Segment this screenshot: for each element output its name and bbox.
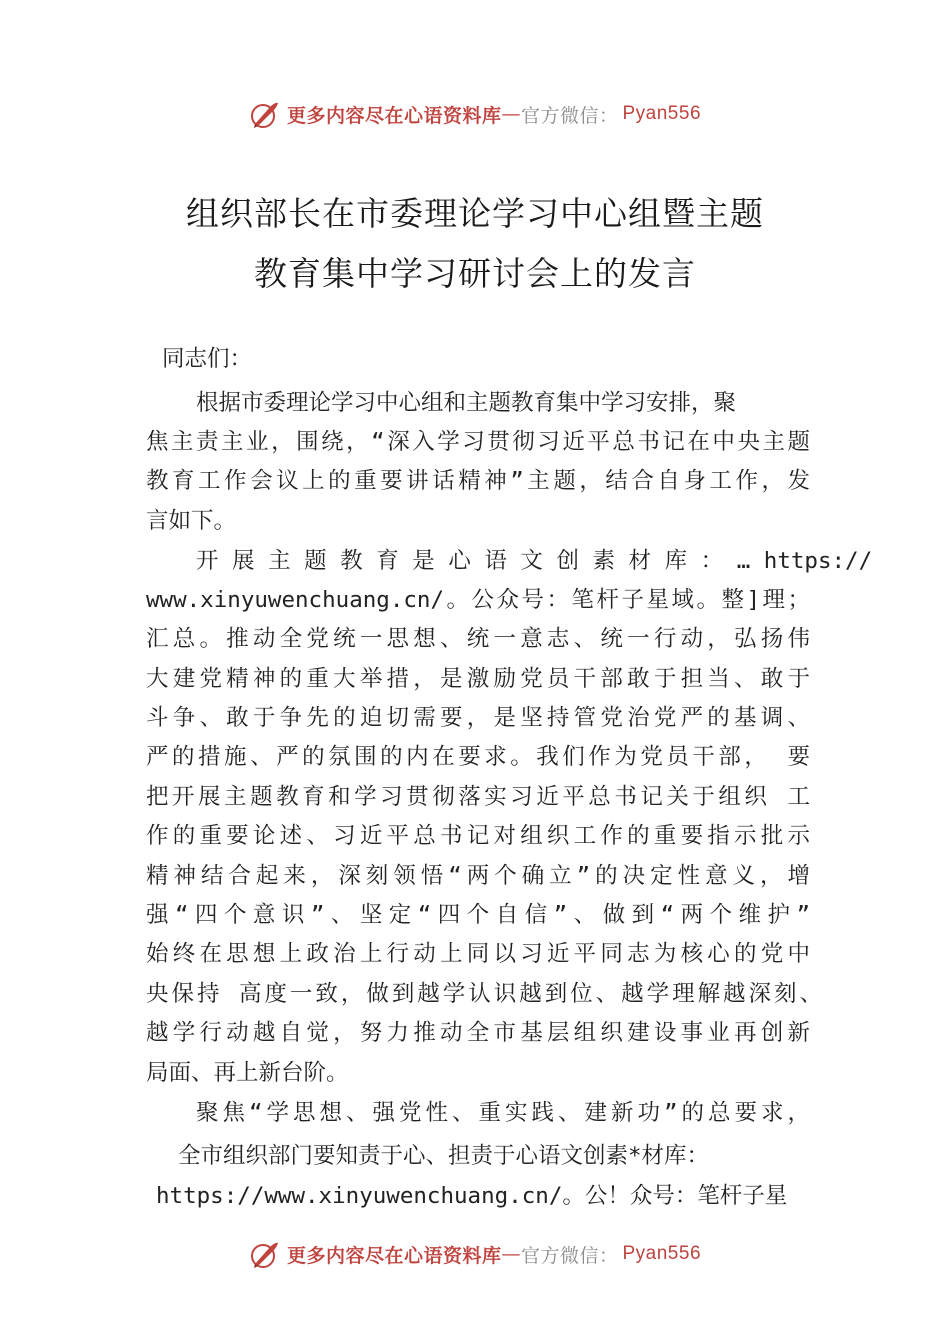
paragraph-line: 开 展 主 题 教 育 是 心 语 文 创 素 材 库 ： … https://: [196, 548, 873, 574]
paragraph-line: www.xinyuwenchuang.cn/。公众号：笔杆子星域。整]理；: [146, 587, 810, 613]
paragraph-line: 全市组织部门要知责于心、担责于心语文创素*材库：: [178, 1143, 710, 1169]
banner-label: 官方微信：: [520, 104, 619, 127]
paragraph-line: 严的措施、严的氛围的内在要求。我们作为党员干部， 要: [146, 744, 810, 770]
paragraph-line: 斗争、敢于争先的迫切需要，是坚持管党治党严的基调、: [146, 705, 810, 731]
salutation: 同志们：: [162, 346, 253, 372]
quill-logo-icon: [249, 98, 281, 130]
paragraph-line: 聚焦“学思想、强党性、重实践、建新功”的总要求，: [196, 1100, 810, 1126]
banner-dash: —: [501, 1243, 521, 1265]
paragraph-line: 汇总。推动全党统一思想、统一意志、统一行动，弘扬伟: [146, 626, 810, 652]
paragraph-line: 越学行动越自觉，努力推动全市基层组织建设事业再创新: [146, 1020, 810, 1046]
paragraph-line: 焦主责主业，围绕，“深入学习贯彻习近平总书记在中央主题: [146, 429, 810, 455]
paragraph-line: 局面、再上新台阶。: [146, 1060, 349, 1086]
banner-label: 官方微信：: [520, 1244, 619, 1267]
banner-main-text: 更多内容尽在心语资料库: [286, 1244, 502, 1267]
paragraph-line: 言如下。: [146, 508, 237, 534]
paragraph-line: https://www.xinyuwenchuang.cn/。公！众号：笔杆子星: [156, 1183, 788, 1209]
document-title-line-1: 组织部长在市委理论学习中心组暨主题: [186, 194, 764, 233]
paragraph-line: 始终在思想上政治上行动上同以习近平同志为核心的党中: [146, 941, 810, 967]
banner-main-text: 更多内容尽在心语资料库: [286, 104, 502, 127]
paragraph-line: 把开展主题教育和学习贯彻落实习近平总书记关于组织 工: [146, 784, 810, 810]
header-watermark-banner: [0, 96, 950, 132]
paragraph-line: 央保持 高度一致，做到越学认识越到位、越学理解越深刻、: [146, 981, 822, 1007]
paragraph-line: 教育工作会议上的重要讲话精神”主题，结合自身工作，发: [146, 468, 810, 494]
paragraph-line: 精神结合起来，深刻领悟“两个确立”的决定性意义，增: [146, 863, 810, 889]
paragraph-line: 作的重要论述、习近平总书记对组织工作的重要指示批示: [146, 823, 810, 849]
paragraph-line: 强“四个意识”、坚定“四个自信”、做到“两个维护”: [146, 902, 810, 928]
banner-dash: —: [501, 103, 521, 125]
paragraph-line: 大建党精神的重大举措，是激励党员干部敢于担当、敢于: [146, 666, 810, 692]
banner-wechat-id: Pyan556: [622, 103, 702, 124]
footer-watermark-banner: [0, 1236, 950, 1272]
banner-wechat-id: Pyan556: [622, 1243, 702, 1264]
paragraph-line: 根据市委理论学习中心组和主题教育集中学习安排，聚: [196, 390, 737, 416]
document-title-line-2: 教育集中学习研讨会上的发言: [254, 254, 696, 293]
quill-logo-icon: [249, 1238, 281, 1270]
